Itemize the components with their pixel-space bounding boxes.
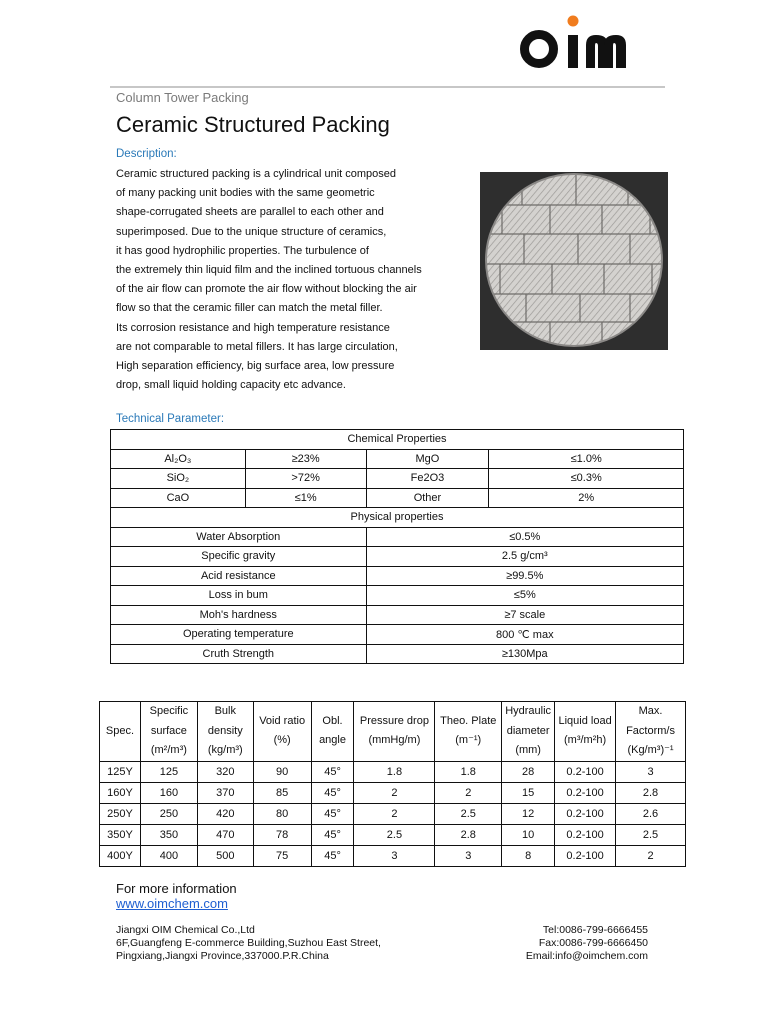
spec-header-line: (m³/m²h) [564,734,607,747]
oim-logo [520,14,660,70]
table-cell: 125 [140,761,197,782]
table-cell: 320 [197,761,253,782]
table-cell: ≤1.0% [489,449,684,469]
company-address [116,924,381,963]
description-line: it has good hydrophilic properties. The turbulence of [116,244,369,257]
spec-header-cell [140,702,197,762]
table-cell: 45° [311,845,354,866]
spec-header-cell [253,702,311,762]
table-cell: Water Absorption [111,527,367,547]
table-cell: 3 [616,761,686,782]
table-cell: 400 [140,845,197,866]
spec-header-cell [502,702,555,762]
spec-header-line: (m⁻¹) [455,734,482,747]
table-cell: ≤1% [245,488,366,508]
description-label: Description: [116,148,177,160]
description-line: Ceramic structured packing is a cylindrical unit composed [116,168,397,180]
table-cell: 2 [435,782,502,803]
spec-table [99,701,686,867]
spec-header-line: Specific [149,705,189,717]
table-cell: 2 [354,803,435,824]
table-cell: >72% [245,469,366,489]
table-cell: 2.5 [435,803,502,824]
table-cell: 80 [253,803,311,824]
description-line: High separation efficiency, big surface area, low pressure [116,360,395,373]
spec-header-line: Void ratio [259,714,306,727]
description-line: the extremely thin liquid film and the inclined tortuous channels [116,264,422,277]
table-cell: ≥130Mpa [366,644,683,664]
table-row [100,803,686,824]
company-line: Pingxiang,Jiangxi Province,337000.P.R.China [116,950,329,962]
description-line: Its corrosion resistance and high temperature resistance [116,321,390,334]
table-row [100,782,686,803]
product-photo [480,172,668,350]
table-cell: 0.2-100 [555,782,616,803]
table-cell: 0.2-100 [555,803,616,824]
table-cell: 350 [140,824,197,845]
table-cell: ≤0.3% [489,469,684,489]
table-cell: Specific gravity [111,547,367,567]
table-cell: 45° [311,782,354,803]
table-cell: 15 [502,782,555,803]
table-cell: 400Y [100,845,141,866]
table-cell: ≥23% [245,449,366,469]
table-row [111,508,684,528]
table-cell: Al₂O₃ [111,449,246,469]
spec-header-line: Pressure drop [359,714,429,727]
table-cell: 350Y [100,824,141,845]
more-info-label: For more information [116,881,237,896]
spec-header-line: Theo. Plate [440,714,497,727]
table-row [111,547,684,567]
table-cell: 0.2-100 [555,845,616,866]
table-row [111,527,684,547]
spec-header-line: Factorm/s [626,724,675,737]
table-cell: 28 [502,761,555,782]
table-cell: 0.2-100 [555,761,616,782]
table-cell: MgO [366,449,489,469]
page-title: Ceramic Structured Packing [116,112,390,137]
chemical-properties-title: Chemical Properties [111,430,684,450]
spec-header-cell [100,702,141,762]
fax-text: Fax:0086-799-6666450 [538,937,648,949]
table-cell: Operating temperature [111,625,367,645]
table-cell: ≤0.5% [366,527,683,547]
spec-header-line: (%) [273,734,291,747]
table-cell: 2 [616,845,686,866]
email-text: Email:info@oimchem.com [525,950,648,962]
spec-header-line: (kg/m³) [207,744,243,756]
table-cell: 2.5 [354,824,435,845]
spec-header-row [100,702,686,762]
spec-header-line: Liquid load [558,714,612,727]
table-cell: 2.8 [616,782,686,803]
contact-info [470,924,648,963]
spec-header-cell [435,702,502,762]
table-row [111,430,684,450]
table-cell: 470 [197,824,253,845]
spec-header-line: Obl. [322,714,343,727]
table-cell: Loss in bum [111,586,367,606]
properties-table [110,429,684,664]
table-cell: 10 [502,824,555,845]
table-row [111,644,684,664]
table-cell: ≤5% [366,586,683,606]
table-cell: 90 [253,761,311,782]
table-cell: 85 [253,782,311,803]
table-cell: 800 ℃ max [366,625,683,645]
table-cell: 2 [354,782,435,803]
table-cell: 2.5 g/cm³ [366,547,683,567]
spec-header-line: Spec. [105,724,135,737]
spec-header-line: Bulk [214,705,236,717]
header-divider [110,86,665,88]
table-cell: 500 [197,845,253,866]
table-cell: 160Y [100,782,141,803]
technical-parameter-label: Technical Parameter: [116,413,225,425]
table-cell: 0.2-100 [555,824,616,845]
table-row [111,469,684,489]
table-cell: CaO [111,488,246,508]
company-line: Jiangxi OIM Chemical Co.,Ltd [116,924,255,936]
table-cell: 78 [253,824,311,845]
table-cell: Fe2O3 [366,469,489,489]
spec-header-line: surface [150,724,187,737]
table-cell: 250 [140,803,197,824]
spec-header-line: Max. [638,705,663,717]
table-row [111,586,684,606]
table-cell: Moh's hardness [111,605,367,625]
logo-dot [568,16,579,27]
physical-properties-title: Physical properties [111,508,684,528]
spec-header-cell [197,702,253,762]
table-cell: 2.8 [435,824,502,845]
description-line: of many packing unit bodies with the same geometric [116,187,375,200]
table-cell: 1.8 [435,761,502,782]
spec-table-body [100,702,686,867]
spec-header-line: density [207,724,243,737]
table-row [111,488,684,508]
table-cell: Other [366,488,489,508]
table-cell: 3 [435,845,502,866]
table-row [100,761,686,782]
table-row [100,824,686,845]
description-line: are not comparable to metal fillers. It has large circulation, [116,340,398,353]
table-cell: 8 [502,845,555,866]
table-cell: 2.6 [616,803,686,824]
spec-header-cell [311,702,354,762]
category-label: Column Tower Packing [116,90,249,105]
table-cell: SiO₂ [111,469,246,489]
table-cell: 420 [197,803,253,824]
description-line: drop, small liquid holding capacity etc advance. [116,379,346,392]
table-cell: 45° [311,761,354,782]
table-row [111,566,684,586]
description-line: flow so that the ceramic filler can match the metal filler. [116,302,383,315]
spec-header-line: (mmHg/m) [368,734,421,747]
table-cell: ≥7 scale [366,605,683,625]
spec-header-cell [555,702,616,762]
spec-header-line: diameter [506,724,550,737]
table-cell: 250Y [100,803,141,824]
table-cell: 45° [311,824,354,845]
table-row [100,845,686,866]
table-cell: 2.5 [616,824,686,845]
table-cell: 45° [311,803,354,824]
spec-header-line: (Kg/m³)⁻¹ [627,744,674,756]
table-row [111,605,684,625]
spec-header-cell [354,702,435,762]
table-cell: ≥99.5% [366,566,683,586]
table-cell: Cruth Strength [111,644,367,664]
table-cell: 12 [502,803,555,824]
table-row [111,625,684,645]
table-cell: 75 [253,845,311,866]
description-line: superimposed. Due to the unique structure of ceramics, [116,225,387,238]
description-text [116,165,456,395]
table-cell: 3 [354,845,435,866]
description-line: of the air flow can promote the air flow without blocking the air [116,283,417,296]
table-cell: 160 [140,782,197,803]
table-cell: 1.8 [354,761,435,782]
website-link[interactable]: www.oimchem.com [116,896,228,911]
spec-header-line: angle [319,734,346,747]
spec-header-line: (mm) [515,744,541,756]
spec-header-line: (m²/m³) [150,744,187,756]
table-row [111,449,684,469]
table-cell: 2% [489,488,684,508]
phone-text: Tel:0086-799-6666455 [542,924,648,936]
spec-header-cell [616,702,686,762]
table-cell: 370 [197,782,253,803]
table-cell: 125Y [100,761,141,782]
spec-header-line: Hydraulic [505,705,552,717]
table-cell: Acid resistance [111,566,367,586]
description-line: shape-corrugated sheets are parallel to each other and [116,206,384,219]
company-line: 6F,Guangfeng E-commerce Building,Suzhou East Street, [116,937,381,949]
